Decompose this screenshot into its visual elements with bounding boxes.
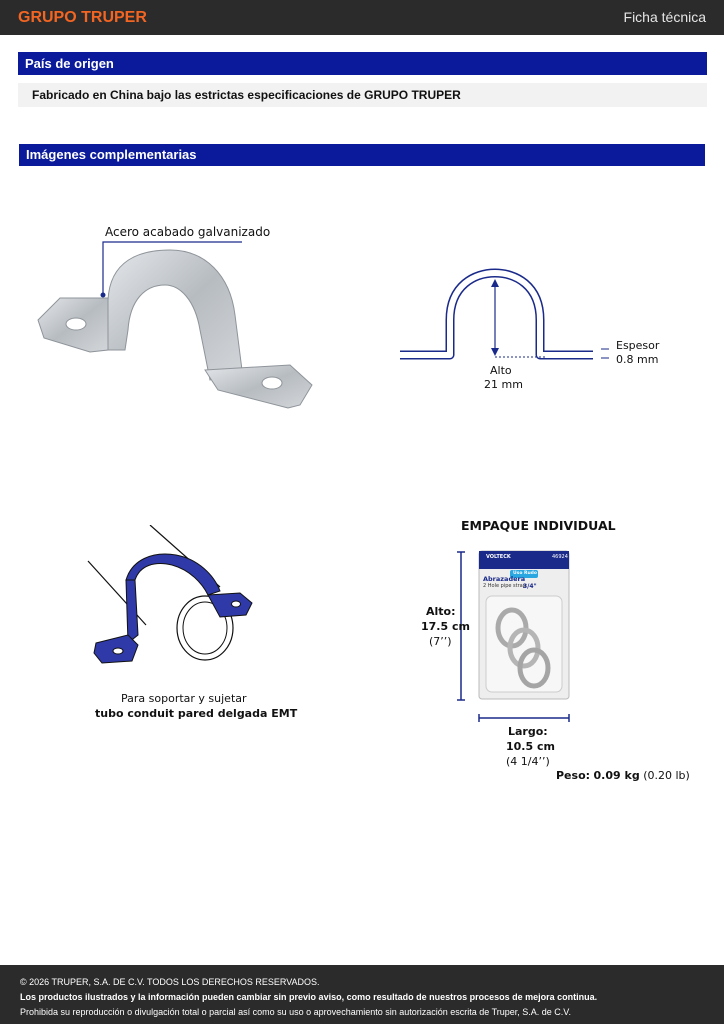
brand-logo: GRUPO TRUPER (18, 9, 147, 26)
footer-prohibition: Prohibida su reproducción o divulgación total o parcial así como su uso o aprovechamiento sin autorización escrita de Truper, S.A. de C.V. (20, 1007, 571, 1017)
package-code: 46924 (552, 554, 568, 560)
footer-disclaimer: Los productos ilustrados y la información pueden cambiar sin previo aviso, como resultado de nuestros procesos de mejora continua. (20, 992, 598, 1002)
package-subtitle: 2 Hole pipe strap (483, 583, 526, 589)
package-brand: VOLTECK (486, 554, 511, 560)
package-largo-cm: 10.5 cm (506, 740, 555, 753)
package-badge: Uso Rudo (513, 571, 537, 576)
package-alto-label: Alto: (426, 605, 456, 618)
conduit-illustration (80, 525, 280, 675)
images-heading (19, 144, 705, 166)
images-heading-text: Imágenes complementarias (26, 147, 197, 162)
package-weight-label: Peso: (556, 769, 591, 782)
espesor-label: Espesor (616, 339, 660, 352)
origin-heading-text: País de origen (25, 56, 114, 71)
origin-heading (18, 52, 707, 75)
package-title: EMPAQUE INDIVIDUAL (461, 518, 616, 533)
alto-value: 21 mm (484, 378, 523, 391)
package-largo-label: Largo: (508, 725, 548, 738)
origin-text: Fabricado en China bajo las estrictas especificaciones de GRUPO TRUPER (18, 83, 707, 107)
package-name: Abrazadera (483, 575, 526, 583)
footer-copyright: © 2026 TRUPER, S.A. DE C.V. TODOS LOS DERECHOS RESERVADOS. (20, 977, 320, 987)
conduit-caption-1: Para soportar y sujetar (121, 692, 247, 705)
package-alto-in: (7’’) (429, 635, 452, 648)
package-weight (556, 769, 690, 782)
conduit-caption-2: tubo conduit pared delgada EMT (95, 707, 298, 720)
material-label: Acero acabado galvanizado (105, 225, 271, 239)
espesor-value: 0.8 mm (616, 353, 659, 366)
package-alto-cm: 17.5 cm (421, 620, 470, 633)
alto-label: Alto (490, 364, 512, 377)
profile-diagram (395, 265, 615, 375)
document-title: Ficha técnica (623, 9, 706, 25)
package-weight-lb: (0.20 lb) (643, 769, 690, 782)
package-dimension-lines (455, 550, 575, 725)
package-weight-kg: 0.09 kg (593, 769, 640, 782)
package-largo-in: (4 1/4’’) (506, 755, 550, 768)
strap-photo (30, 220, 330, 420)
footer (0, 965, 724, 1024)
top-bar (0, 0, 724, 35)
package-size: 3/4" (523, 583, 537, 590)
